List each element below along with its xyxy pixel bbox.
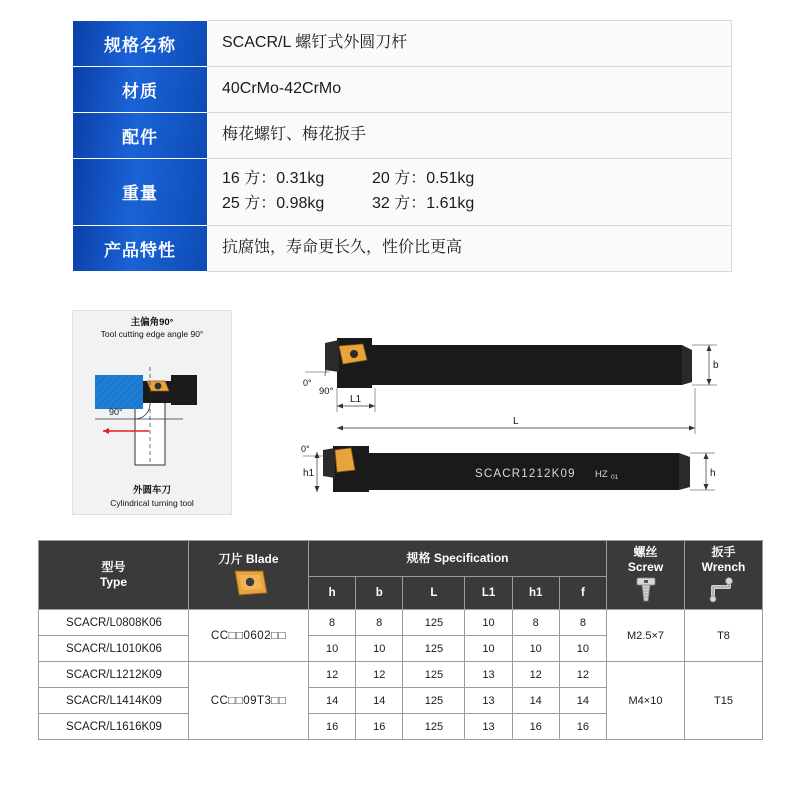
engraving-brand: HZ [595, 469, 608, 480]
cell-h: 12 [309, 662, 356, 688]
spec-label-accessories: 配件 [73, 113, 208, 159]
cell-L1: 13 [465, 662, 512, 688]
cell-L: 125 [403, 688, 465, 714]
table-row [39, 662, 763, 688]
cell-h1: 12 [512, 662, 559, 688]
illustration-title-en: Tool cutting edge angle 90° [100, 329, 204, 340]
spec-value-material: 40CrMo-42CrMo [208, 67, 732, 113]
spec-row-name [73, 21, 732, 67]
cell-L1: 10 [465, 636, 512, 662]
dimension-label-h1: h1 [303, 468, 315, 479]
spec-label-weight: 重量 [73, 159, 208, 226]
cell-b: 14 [356, 688, 403, 714]
grid-subheader-L1: L1 [465, 577, 512, 610]
grid-header-screw-cn: 螺丝 [633, 545, 658, 559]
grid-header-wrench-en: Wrench [701, 560, 746, 574]
insert-icon [227, 567, 271, 599]
engraving-sub: 01 [611, 474, 619, 481]
illustration-foot-cn: 外圆车刀 [132, 485, 171, 497]
spec-label-features: 产品特性 [73, 225, 208, 271]
cell-wrench-group-2: T15 [685, 662, 763, 740]
weight-line-1 [222, 167, 717, 192]
cell-h1: 10 [512, 636, 559, 662]
angle-label-0-bottom: 0° [301, 444, 310, 454]
wrench-icon [707, 575, 741, 605]
illustration-title [73, 311, 231, 342]
tool-holder-drawing-svg [247, 310, 732, 515]
cell-h1: 14 [512, 688, 559, 714]
product-spec-table [72, 20, 732, 272]
spec-label-material: 材质 [73, 67, 208, 113]
angle-label-90-head: 90° [319, 386, 334, 397]
spec-label-name: 规格名称 [73, 21, 208, 67]
cell-h1: 8 [512, 610, 559, 636]
specification-grid-table [38, 540, 763, 740]
grid-header-wrench-cn: 扳手 [711, 545, 736, 559]
grid-subheader-f: f [559, 577, 606, 610]
cell-b: 16 [356, 714, 403, 740]
cell-type: SCACR/L1212K09 [39, 662, 189, 688]
cell-b: 12 [356, 662, 403, 688]
grid-header-screw-en: Screw [627, 560, 664, 574]
cell-L: 125 [403, 610, 465, 636]
cell-L1: 10 [465, 610, 512, 636]
spec-row-weight [73, 159, 732, 226]
spec-value-weight [208, 159, 732, 226]
table-row [39, 610, 763, 636]
cell-L: 125 [403, 636, 465, 662]
engraving-text: SCACR1212K09 [475, 468, 576, 480]
grid-subheader-L: L [403, 577, 465, 610]
cell-h: 10 [309, 636, 356, 662]
cell-L: 125 [403, 662, 465, 688]
spec-value-name: SCACR/L 螺钉式外圆刀杆 [208, 21, 732, 67]
grid-header-type [39, 541, 189, 610]
cell-L1: 13 [465, 714, 512, 740]
dimension-label-h: h [710, 468, 716, 479]
cell-L: 125 [403, 714, 465, 740]
spec-row-accessories [73, 113, 732, 159]
cell-f: 16 [559, 714, 606, 740]
cutting-angle-illustration [72, 310, 232, 515]
cell-screw-group-1: M2.5×7 [607, 610, 685, 662]
cell-h: 8 [309, 610, 356, 636]
dimension-label-L1: L1 [350, 394, 362, 405]
grid-subheader-b: b [356, 577, 403, 610]
cell-L1: 13 [465, 688, 512, 714]
cell-f: 14 [559, 688, 606, 714]
screw-icon [633, 575, 659, 605]
cell-f: 8 [559, 610, 606, 636]
spec-value-accessories: 梅花螺钉、梅花扳手 [208, 113, 732, 159]
weight-20: 20 方：0.51kg [372, 170, 475, 187]
cell-type: SCACR/L1010K06 [39, 636, 189, 662]
technical-drawing [247, 310, 732, 515]
grid-subheader-h: h [309, 577, 356, 610]
cell-blade-group-2: CC□□09T3□□ [189, 662, 309, 740]
cell-h: 16 [309, 714, 356, 740]
spec-row-features [73, 225, 732, 271]
grid-header-type-cn: 型号 [101, 560, 126, 574]
dimension-label-L: L [513, 416, 519, 427]
illustration-title-cn: 主偏角90° [130, 317, 174, 328]
illustration-foot-en: Cylindrical turning tool [110, 497, 194, 508]
cell-blade-group-1: CC□□0602□□ [189, 610, 309, 662]
weight-16: 16 方：0.31kg [222, 170, 325, 187]
cell-type: SCACR/L1414K09 [39, 688, 189, 714]
weight-32: 32 方：1.61kg [372, 194, 475, 212]
cell-wrench-group-1: T8 [685, 610, 763, 662]
grid-header-screw [607, 541, 685, 610]
weight-line-2 [222, 192, 717, 217]
spec-value-features: 抗腐蚀，寿命更长久，性价比更高 [208, 225, 732, 271]
grid-header-blade-label: 刀片 Blade [218, 551, 279, 566]
grid-header-row-1 [39, 541, 763, 577]
spec-row-material [73, 67, 732, 113]
cell-screw-group-2: M4×10 [607, 662, 685, 740]
cell-f: 10 [559, 636, 606, 662]
cell-h1: 16 [512, 714, 559, 740]
cell-type: SCACR/L0808K06 [39, 610, 189, 636]
dimension-label-b: b [713, 360, 719, 371]
grid-subheader-h1: h1 [512, 577, 559, 610]
weight-25: 25 方：0.98kg [222, 194, 325, 212]
cell-type: SCACR/L1616K09 [39, 714, 189, 740]
cell-b: 8 [356, 610, 403, 636]
cell-b: 10 [356, 636, 403, 662]
cell-h: 14 [309, 688, 356, 714]
cell-f: 12 [559, 662, 606, 688]
angle-label-0-top: 0° [303, 378, 312, 388]
grid-header-wrench [685, 541, 763, 610]
angle-label-90: 90° [109, 407, 123, 417]
grid-header-type-en: Type [99, 575, 128, 589]
grid-header-specification: 规格 Specification [309, 541, 607, 577]
grid-header-blade [189, 541, 309, 610]
diagram-area [72, 310, 732, 525]
cutting-angle-diagram-icon [73, 345, 233, 475]
illustration-footer [73, 485, 231, 510]
